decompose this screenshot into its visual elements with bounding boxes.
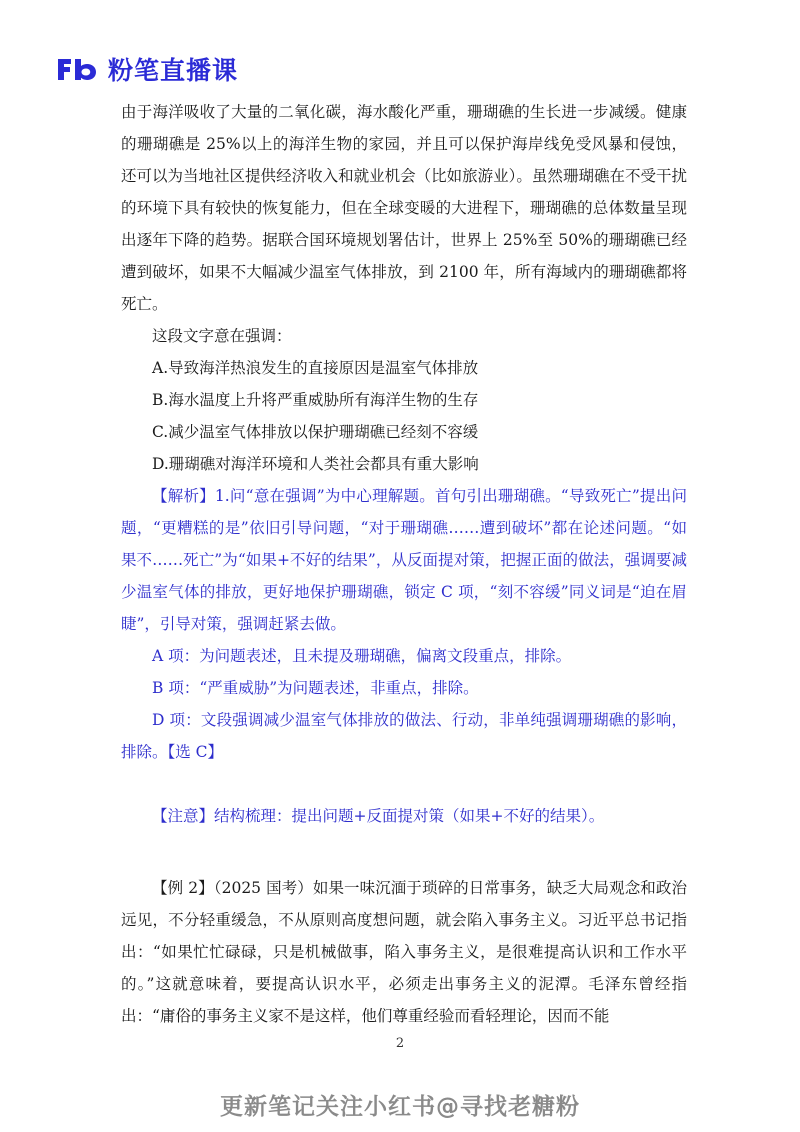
analysis-item-d: D 项：文段强调减少温室气体排放的做法、行动，非单纯强调珊瑚礁的影响，排除。【选 C】 <box>121 711 687 761</box>
analysis-main: 【解析】1.问“意在强调”为中心理解题。首句引出珊瑚礁。“导致死亡”提出问题，“更糟糕的是”依旧引导问题，“对于珊瑚礁……遭到破坏”都在论述问题。“如果不……死亡”为“如果+不好的结果”，从反面提对策，把握正面的做法，强调要减少温室气体的排放，更好地保护珊瑚礁，锁定 C 项，“刻不容缓”同义词是“迫在眉睫”，引导对策，强调赶紧去做。 <box>121 487 687 633</box>
option-a: A.导致海洋热浪发生的直接原因是温室气体排放 <box>152 359 479 377</box>
analysis-item-a: A 项：为问题表述，且未提及珊瑚礁，偏离文段重点，排除。 <box>152 647 572 665</box>
document-body <box>121 96 687 1032</box>
page-number: 2 <box>395 1036 405 1051</box>
logo-text: 粉笔直播课 <box>108 56 239 85</box>
footer-watermark: 更新笔记关注小红书@寻找老糖粉 <box>220 1094 580 1120</box>
example-2-paragraph: 【例 2】（2025 国考）如果一味沉湎于琐碎的日常事务，缺乏大局观念和政治远见，不分轻重缓急，不从原则高度想问题，就会陷入事务主义。习近平总书记指出：“如果忙忙碌碌，只是机械做事，陷入事务主义，是很难提高认识和工作水平的。”这就意味着，要提高认识水平，必须走出事务主义的泥潭。毛泽东曾经指出：“庸俗的事务主义家不是这样，他们尊重经验而看轻理论，因而不能 <box>121 879 687 1025</box>
option-c: C.减少温室气体排放以保护珊瑚礁已经刻不容缓 <box>152 423 479 441</box>
option-d: D.珊瑚礁对海洋环境和人类社会都具有重大影响 <box>152 455 479 473</box>
spacer <box>121 832 687 872</box>
analysis-note: 【注意】结构梳理：提出问题+反面提对策（如果+不好的结果）。 <box>152 807 605 825</box>
option-b: B.海水温度上升将严重威胁所有海洋生物的生存 <box>152 391 479 409</box>
passage-paragraph: 由于海洋吸收了大量的二氧化碳，海水酸化严重，珊瑚礁的生长进一步减缓。健康的珊瑚礁是 25%以上的海洋生物的家园，并且可以保护海岸线免受风暴和侵蚀，还可以为当地社区提供经济收入和就业机会（比如旅游业）。虽然珊瑚礁在不受干扰的环境下具有较快的恢复能力，但在全球变暖的大进程下，珊瑚礁的总体数量呈现出逐年下降的趋势。据联合国环境规划署估计，世界上 25%至 50%的珊瑚礁已经遭到破坏，如果不大幅减少温室气体排放，到 2100 年，所有海域内的珊瑚礁都将死亡。 <box>121 103 687 313</box>
analysis-item-b: B 项：“严重威胁”为问题表述，非重点，排除。 <box>152 679 479 697</box>
fb-logo-icon <box>56 56 98 82</box>
page-header <box>56 52 238 86</box>
question-stem: 这段文字意在强调： <box>152 327 292 345</box>
spacer <box>121 768 687 800</box>
